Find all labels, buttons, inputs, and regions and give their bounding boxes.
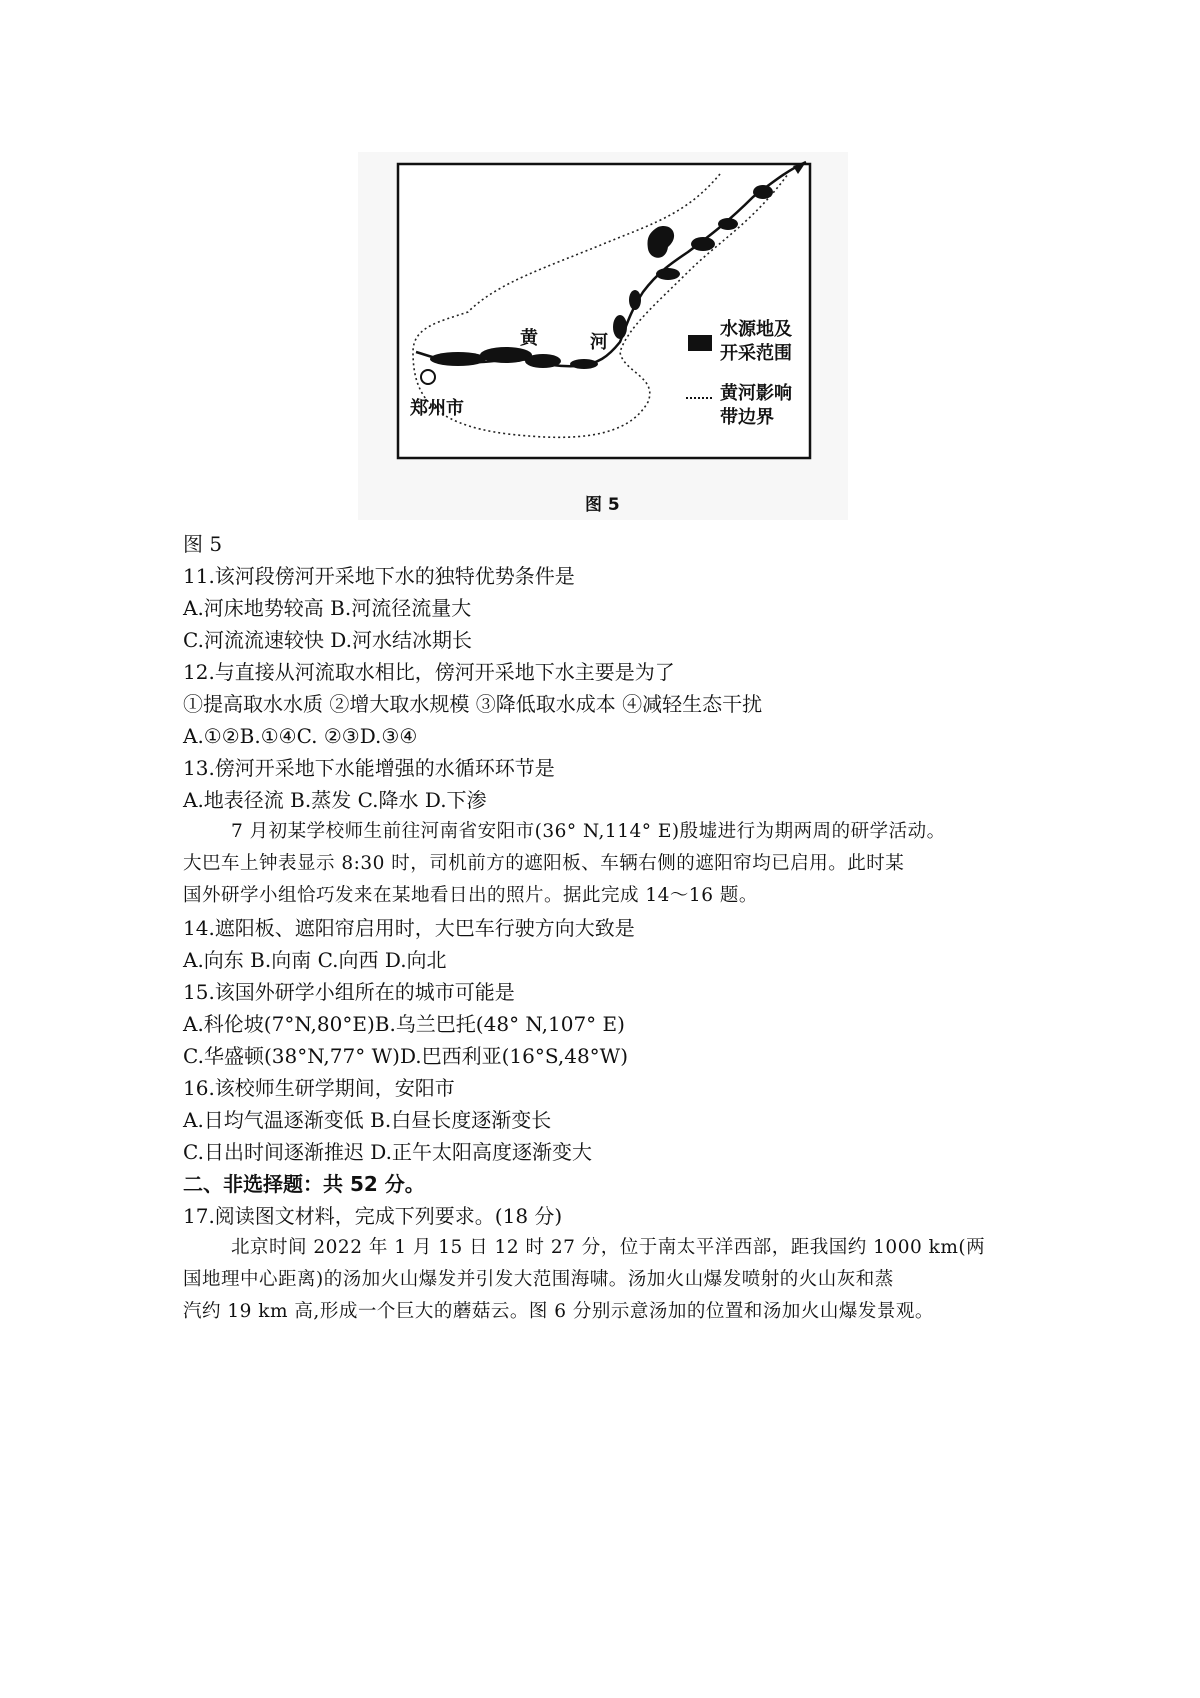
source-area [718, 218, 738, 230]
question-17: 17.阅读图文材料，完成下列要求。(18 分) [183, 1204, 563, 1228]
passage-line: 国外研学小组恰巧发来在某地看日出的照片。据此完成 14～16 题。 [183, 885, 758, 906]
question-13: 13.傍河开采地下水能增强的水循环环节是 [183, 756, 555, 780]
questions-14-16 [183, 912, 1063, 1232]
passage-anyang [183, 816, 1063, 912]
city-label: 郑州市 [410, 398, 464, 419]
question-15: 15.该国外研学小组所在的城市可能是 [183, 980, 515, 1004]
figure-5-map [358, 152, 848, 520]
source-area [613, 315, 627, 339]
source-area [629, 290, 641, 310]
river-label-huang: 黄 [520, 328, 538, 349]
legend-source-line2: 开采范围 [720, 343, 792, 364]
legend-boundary-line1: 黄河影响 [720, 383, 792, 404]
legend-source-swatch [688, 335, 712, 351]
passage-line: 国地理中心距离)的汤加火山爆发并引发大范围海啸。汤加火山爆发喷射的火山灰和蒸 [183, 1269, 894, 1290]
question-16-options-ab: A.日均气温逐渐变低 B.白昼长度逐渐变长 [183, 1108, 552, 1132]
source-area [430, 352, 486, 366]
questions-11-13 [183, 528, 1063, 816]
passage-line: 汽约 19 km 高,形成一个巨大的蘑菇云。图 6 分别示意汤加的位置和汤加火山爆发景观。 [183, 1301, 934, 1322]
source-area [656, 268, 680, 280]
question-13-options: A.地表径流 B.蒸发 C.降水 D.下渗 [183, 788, 487, 812]
map-svg [358, 152, 848, 520]
question-11-options-cd: C.河流流速较快 D.河水结冰期长 [183, 628, 472, 652]
source-area [570, 359, 598, 369]
question-11-options-ab: A.河床地势较高 B.河流径流量大 [183, 596, 472, 620]
question-12: 12.与直接从河流取水相比，傍河开采地下水主要是为了 [183, 660, 675, 684]
question-12-options: A.①②B.①④C. ②③D.③④ [183, 724, 418, 748]
passage-line: 大巴车上钟表显示 8:30 时，司机前方的遮阳板、车辆右侧的遮阳帘均已启用。此时某 [183, 853, 905, 874]
question-14-options: A.向东 B.向南 C.向西 D.向北 [183, 948, 447, 972]
zhengzhou-city-marker [421, 370, 435, 384]
source-area [480, 347, 532, 363]
question-11: 11.该河段傍河开采地下水的独特优势条件是 [183, 564, 575, 588]
figure-caption: 图 5 [183, 532, 223, 556]
question-16-options-cd: C.日出时间逐渐推迟 D.正午太阳高度逐渐变大 [183, 1140, 592, 1164]
question-12-items: ①提高取水水质 ②增大取水规模 ③降低取水成本 ④减轻生态干扰 [183, 692, 763, 716]
passage-line: 7 月初某学校师生前往河南省安阳市(36° N,114° E)殷墟进行为期两周的研学活动。 [231, 821, 946, 842]
figure-caption-in-image: 图 5 [585, 495, 620, 515]
legend-source-line1: 水源地及 [720, 319, 792, 340]
source-area [691, 237, 715, 251]
legend-boundary-line2: 带边界 [720, 407, 774, 428]
question-14: 14.遮阳板、遮阳帘启用时，大巴车行驶方向大致是 [183, 916, 635, 940]
section-heading: 二、非选择题：共 52 分。 [183, 1172, 425, 1196]
river-label-he: 河 [590, 332, 608, 353]
source-area [525, 354, 561, 368]
source-area [753, 185, 773, 199]
passage-tonga [183, 1232, 1063, 1328]
question-15-options-cd: C.华盛顿(38°N,77° W)D.巴西利亚(16°S,48°W) [183, 1044, 629, 1068]
passage-line: 北京时间 2022 年 1 月 15 日 12 时 27 分，位于南太平洋西部，距我国约 1000 km(两 [231, 1237, 986, 1258]
question-16: 16.该校师生研学期间，安阳市 [183, 1076, 455, 1100]
question-15-options-ab: A.科伦坡(7°N,80°E)B.乌兰巴托(48° N,107° E) [183, 1012, 625, 1036]
